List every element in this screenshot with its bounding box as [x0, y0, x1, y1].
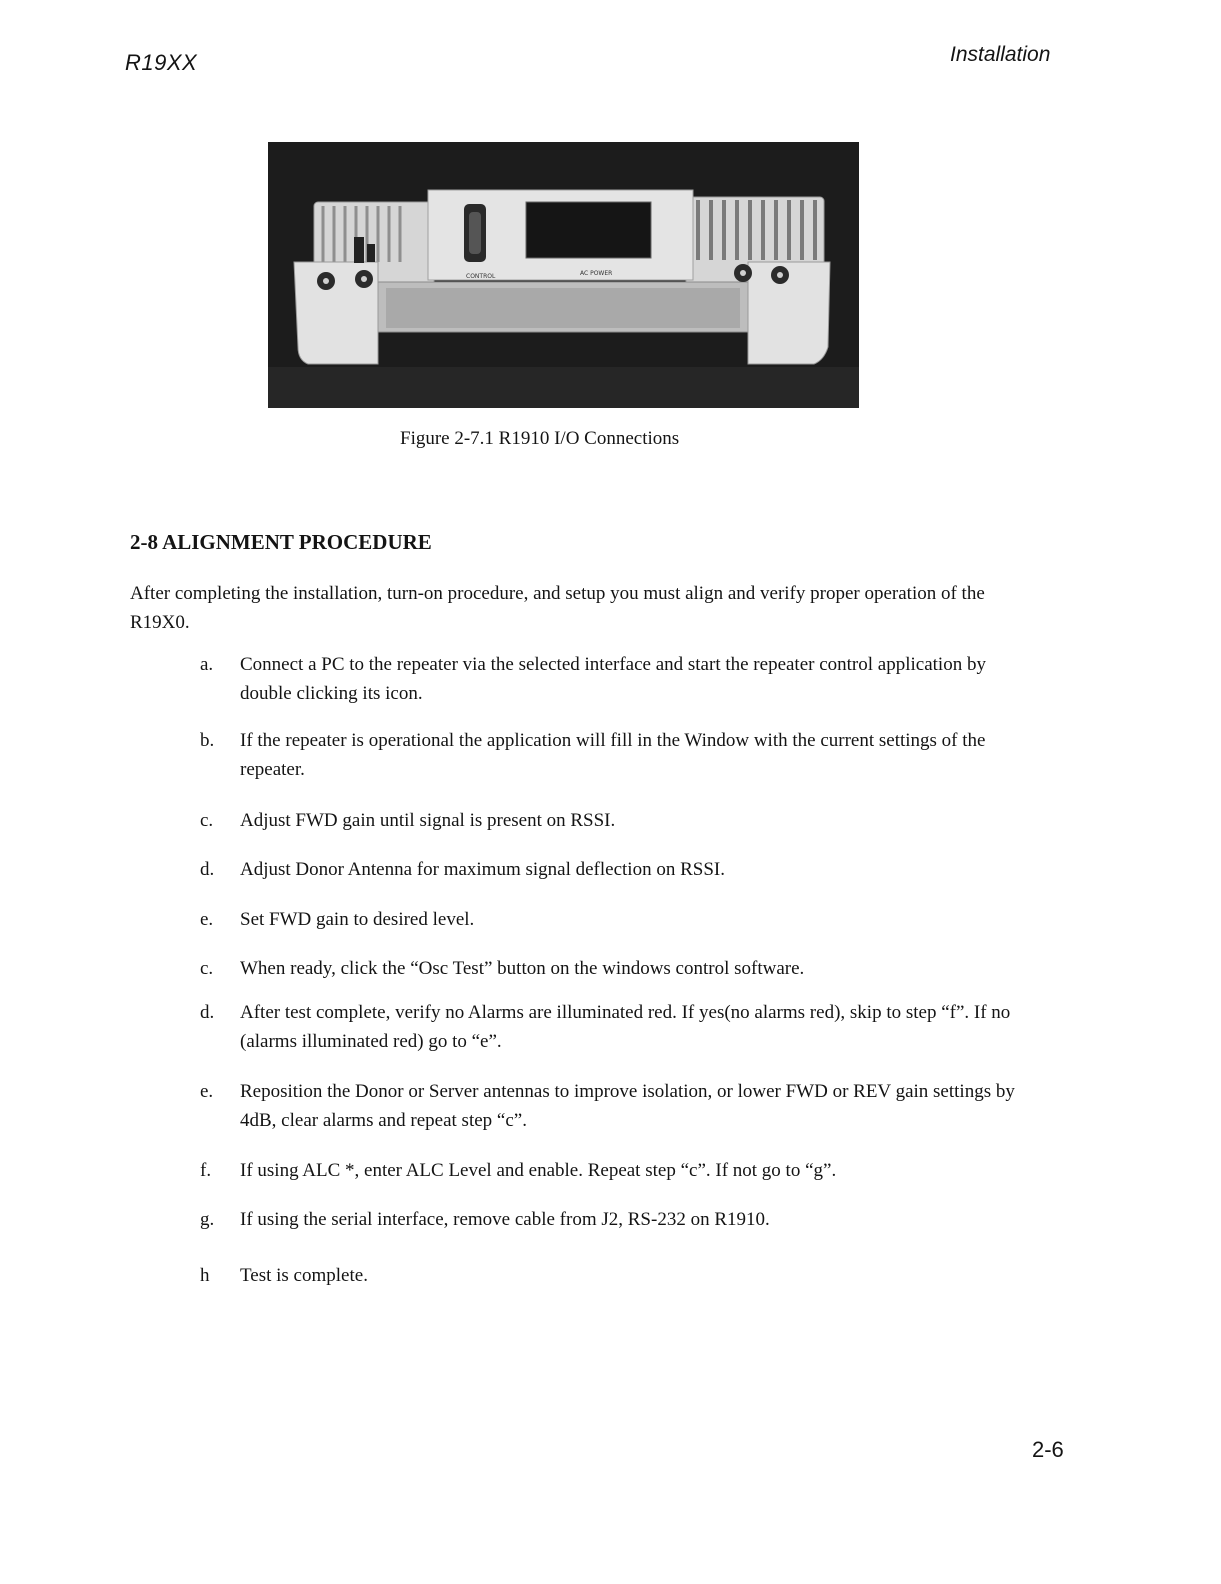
procedure-step: [200, 650, 1020, 708]
section-heading: 2-8 ALIGNMENT PROCEDURE: [130, 530, 432, 554]
step-letter: f.: [200, 1160, 212, 1181]
step-text: When ready, click the “Osc Test” button on the windows control software.: [240, 958, 805, 979]
procedure-step: [200, 905, 1020, 934]
procedure-step: [200, 855, 1020, 884]
step-letter: h: [200, 1265, 210, 1286]
procedure-step: [200, 1077, 1020, 1135]
procedure-step: [200, 954, 1020, 983]
page-number: 2-6: [1032, 1437, 1064, 1462]
step-text: If using the serial interface, remove cable from J2, RS-232 on R1910.: [240, 1209, 770, 1230]
procedure-step: [200, 726, 1020, 784]
step-letter: c.: [200, 958, 214, 979]
step-text: If the repeater is operational the application will fill in the Window with the current settings of the repeater.: [240, 730, 986, 780]
ac-power-label: AC POWER: [580, 270, 613, 277]
step-letter: g.: [200, 1209, 215, 1230]
procedure-step: [200, 998, 1020, 1056]
repeater-unit-illustration: [268, 142, 859, 408]
step-text: Connect a PC to the repeater via the selected interface and start the repeater control application by double clicking its icon.: [240, 654, 986, 704]
running-header-model: R19XX: [125, 50, 198, 75]
step-text: Adjust Donor Antenna for maximum signal deflection on RSSI.: [240, 859, 725, 880]
procedure-step: [200, 806, 1020, 835]
step-letter: a.: [200, 654, 214, 675]
procedure-step: [200, 1205, 1020, 1234]
step-text: Set FWD gain to desired level.: [240, 909, 475, 930]
intro-paragraph: After completing the installation, turn-on procedure, and setup you must align and verify proper operation of the R19X0.: [130, 583, 985, 633]
step-letter: e.: [200, 1081, 214, 1102]
step-letter: b.: [200, 730, 215, 751]
repeater-photo: [268, 142, 859, 408]
procedure-step: [200, 1261, 1020, 1290]
step-letter: d.: [200, 859, 215, 880]
running-header-section: Installation: [950, 43, 1051, 66]
control-port-label: CONTROL: [466, 273, 496, 280]
step-letter: e.: [200, 909, 214, 930]
step-text: If using ALC *, enter ALC Level and enable. Repeat step “c”. If not go to “g”.: [240, 1160, 837, 1181]
step-text: Test is complete.: [240, 1265, 368, 1286]
step-text: Adjust FWD gain until signal is present on RSSI.: [240, 810, 616, 831]
figure-caption: Figure 2-7.1 R1910 I/O Connections: [400, 428, 680, 449]
step-letter: d.: [200, 1002, 215, 1023]
step-text: Reposition the Donor or Server antennas to improve isolation, or lower FWD or REV gain settings by 4dB, clear alarms and repeat step “c”.: [240, 1081, 1015, 1131]
procedure-step: [200, 1156, 1020, 1185]
step-letter: c.: [200, 810, 214, 831]
step-text: After test complete, verify no Alarms are illuminated red. If yes(no alarms red), skip to step “f”. If no (alarms illuminated red) go to “e”.: [240, 1002, 1011, 1052]
